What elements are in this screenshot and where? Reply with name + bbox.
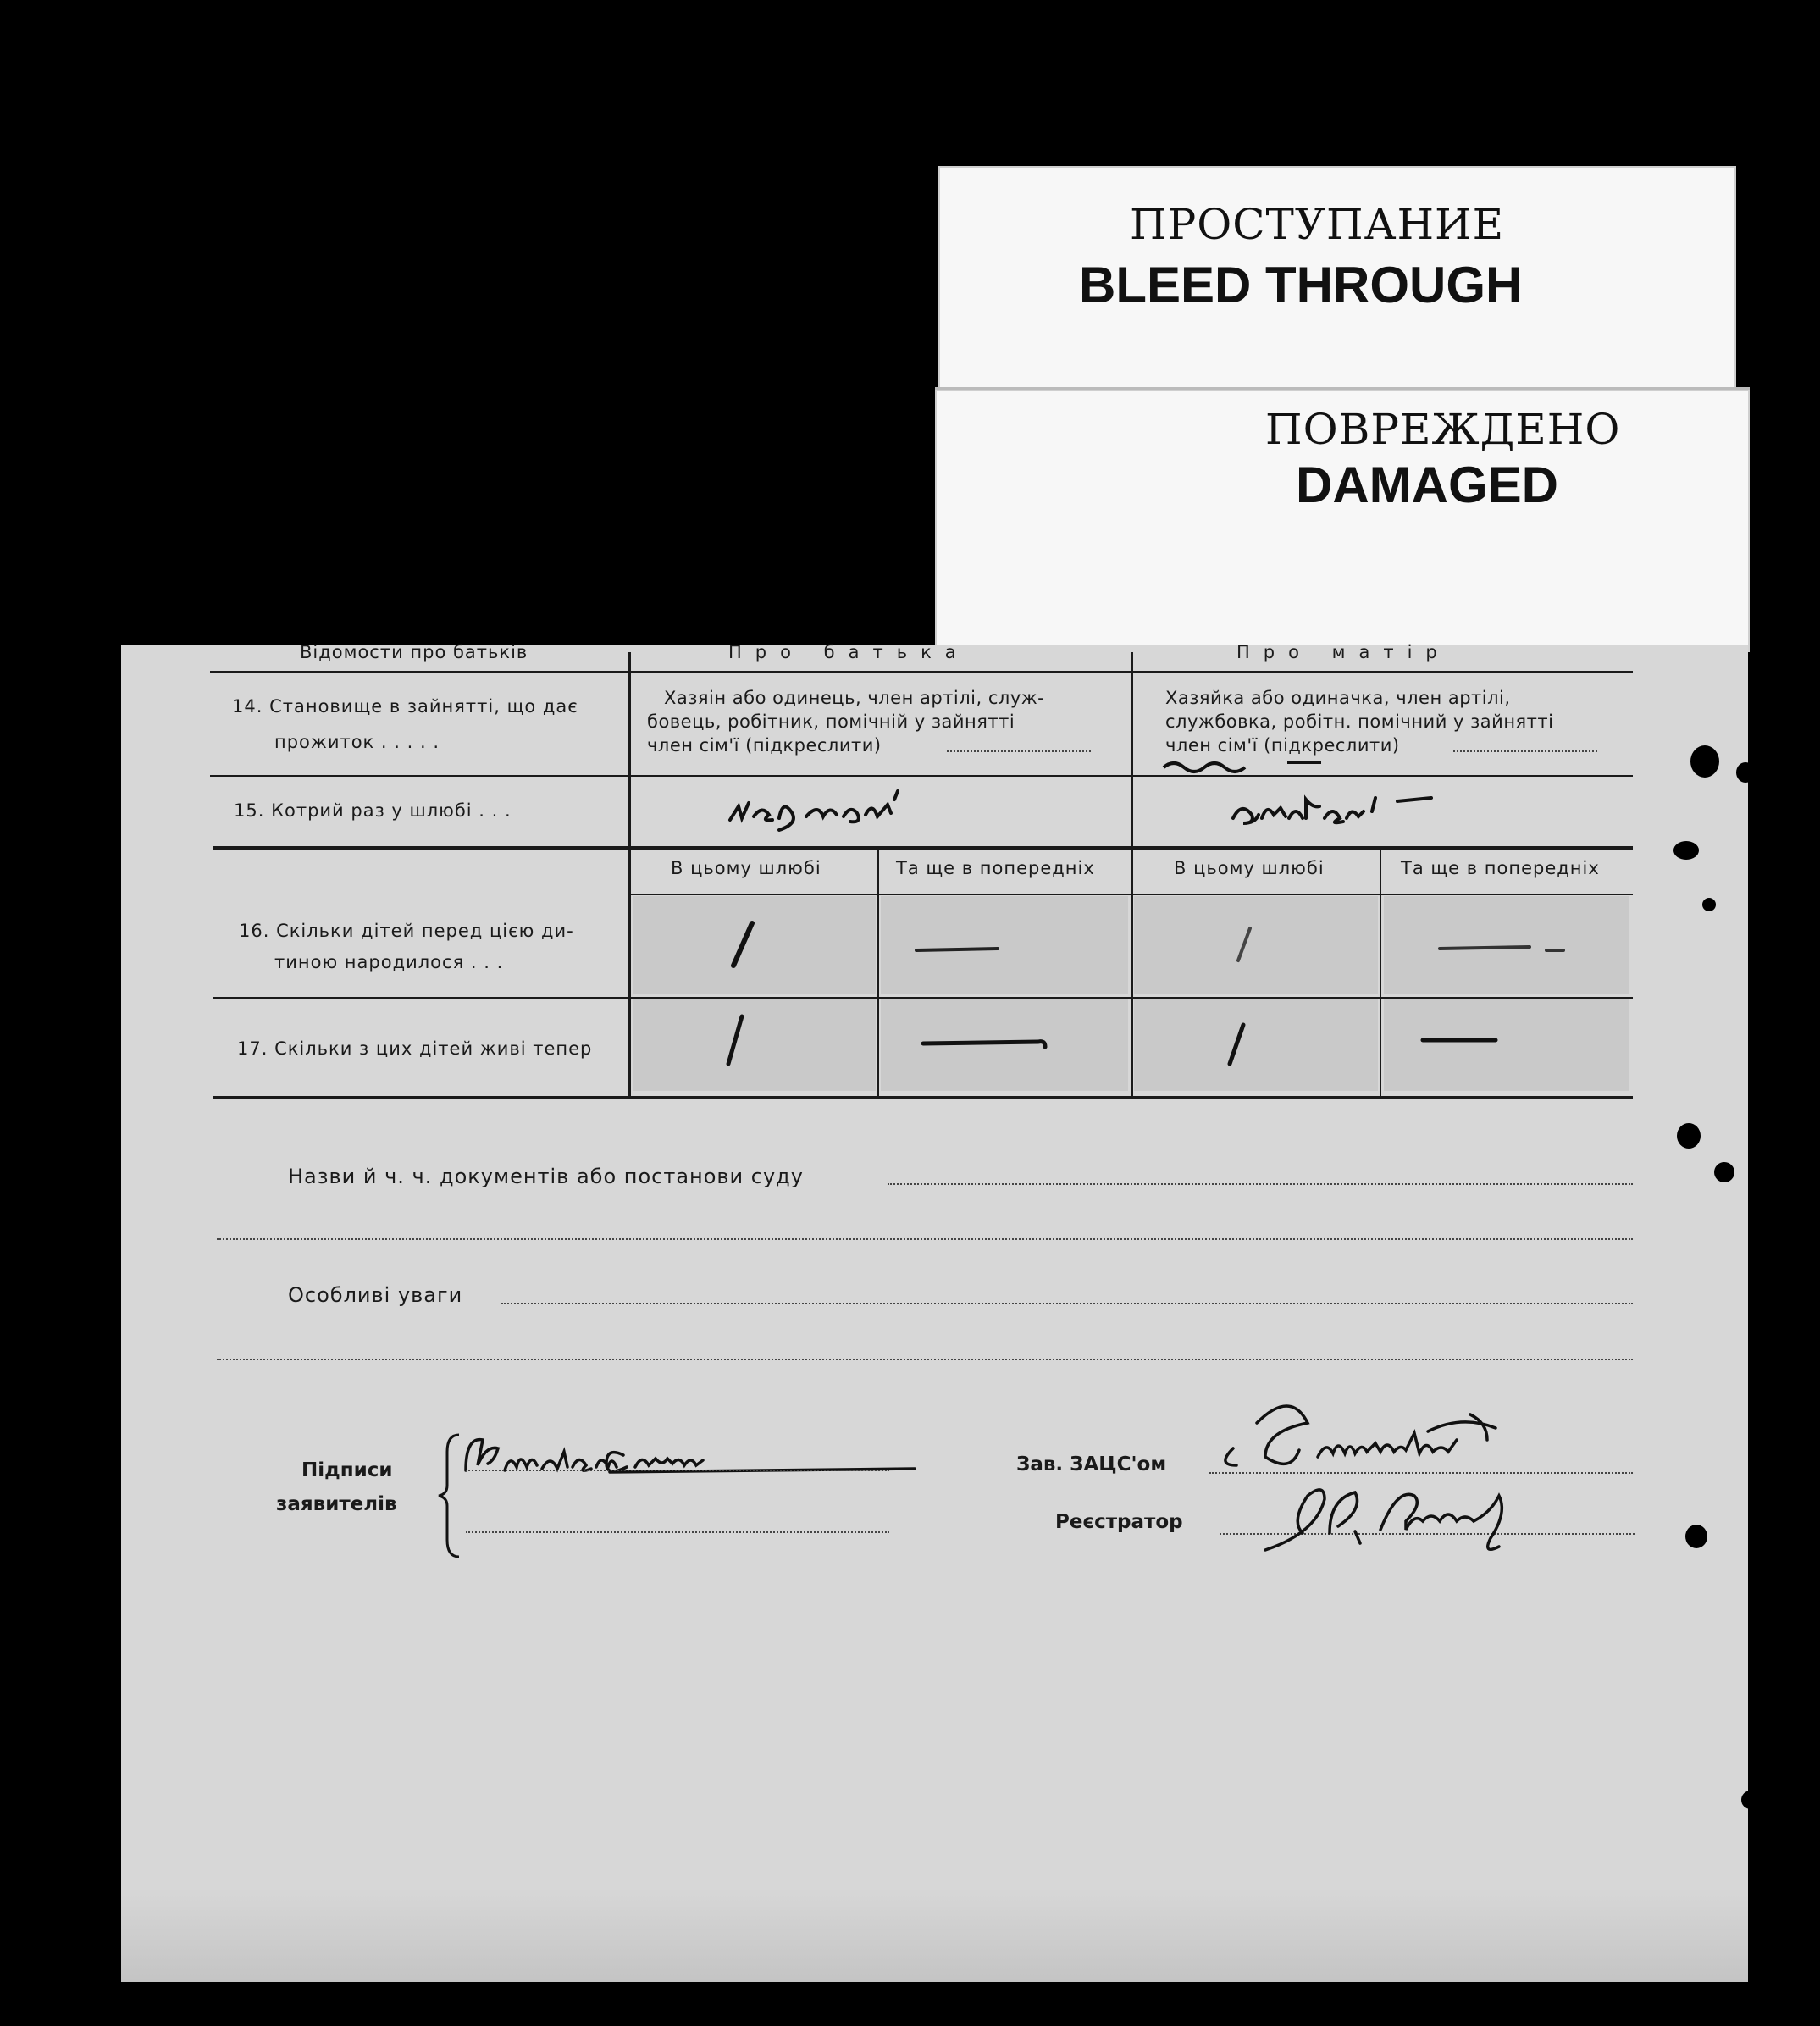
registrar-signature	[1253, 1479, 1609, 1572]
table-rule	[210, 671, 1633, 673]
cell-bg	[1134, 999, 1378, 1091]
table-rule	[210, 775, 1633, 777]
row14-mother-text: член сім'ї (підкреслити)	[1165, 735, 1400, 756]
damage-hole	[1741, 1791, 1760, 1809]
row16-value-4	[1436, 940, 1572, 957]
row14-father-text: бовець, робітник, помічній у зайнятті	[647, 711, 1015, 732]
notes-line	[501, 1303, 1633, 1304]
damaged-label-card	[935, 387, 1750, 652]
applicants-signature-label: Підписи	[301, 1459, 393, 1481]
registrar-signature-label: Реєстратор	[1055, 1511, 1183, 1533]
underline-mark	[1160, 756, 1355, 779]
row16-label: 16. Скільки дітей перед цією ди-	[239, 921, 574, 941]
damage-hole	[1685, 1525, 1707, 1548]
row17-label: 17. Скільки з цих дітей живі тепер	[237, 1038, 593, 1059]
damage-hole	[1673, 841, 1699, 860]
applicant-signature-line	[466, 1470, 889, 1471]
row14-father-text: член сім'ї (підкреслити)	[647, 735, 882, 756]
table-rule	[213, 997, 1633, 999]
damaged-label-ru: ПОВРЕЖДЕНО	[1265, 405, 1621, 454]
applicants-signature-label-cont: заявителів	[276, 1493, 397, 1515]
row15-label: 15. Котрий раз у шлюбі . . .	[234, 800, 512, 821]
row14-father-text: Хазяін або одинець, член артілі, служ-	[664, 688, 1045, 708]
row17-value-4	[1419, 1032, 1504, 1049]
table-rule	[213, 846, 1633, 850]
subheader-mother-this: В цьому шлюбі	[1174, 858, 1325, 878]
row17-value-1	[720, 1013, 754, 1072]
damage-hole	[1736, 762, 1755, 783]
row17-value-2	[920, 1030, 1055, 1055]
documents-line-2	[217, 1238, 1633, 1240]
head-signature-label: Зав. ЗАЦС'ом	[1016, 1453, 1167, 1475]
row16-value-3	[1231, 923, 1265, 966]
dotted-line	[947, 750, 1091, 752]
table-rule	[1131, 652, 1133, 1096]
dotted-line	[1453, 750, 1597, 752]
row16-value-2	[913, 942, 1006, 959]
bleed-through-label-ru: ПРОСТУПАНИЕ	[1130, 200, 1505, 249]
row14-mother-text: службовка, робітн. помічний у зайнятті	[1165, 711, 1554, 732]
applicant-signature-line-2	[466, 1531, 889, 1533]
table-rule	[213, 1096, 1633, 1099]
head-signature	[1216, 1398, 1614, 1491]
row15-father-handwriting	[725, 783, 1013, 842]
row16-label-cont: тиною народилося . . .	[274, 952, 504, 972]
damage-hole	[1714, 1162, 1734, 1182]
notes-label: Особливі уваги	[288, 1283, 463, 1307]
damage-hole	[1702, 898, 1716, 911]
subheader-father-previous: Та ще в попередніх	[896, 858, 1095, 878]
documents-label: Назви й ч. ч. документів або постанови суду	[288, 1165, 804, 1188]
subheader-father-this: В цьому шлюбі	[671, 858, 821, 878]
notes-line-2	[217, 1359, 1633, 1360]
row14-label-cont: прожиток . . . . .	[274, 732, 440, 752]
page-lower-edge	[121, 1889, 1748, 1982]
header-father: Про батька	[728, 642, 970, 662]
bleed-through-label-en: BLEED THROUGH	[1079, 257, 1523, 313]
applicant-signature	[457, 1426, 906, 1494]
row16-value-1	[727, 920, 761, 971]
subheader-mother-previous: Та ще в попередніх	[1401, 858, 1600, 878]
damage-hole	[1690, 745, 1719, 778]
row14-mother-text: Хазяйка або одиначка, член артілі,	[1165, 688, 1511, 708]
row17-value-3	[1220, 1021, 1253, 1072]
damaged-label-en: DAMAGED	[1296, 457, 1558, 513]
row15-mother-handwriting	[1228, 784, 1507, 844]
table-rule	[628, 652, 631, 1096]
cell-bg	[633, 999, 876, 1091]
table-rule	[877, 850, 879, 1096]
header-parents: Відомости про батьків	[300, 642, 528, 662]
row14-label: 14. Становище в зайнятті, що дає	[232, 696, 578, 717]
damage-hole	[1677, 1123, 1701, 1149]
header-mother: Про матір	[1236, 642, 1451, 662]
documents-line	[888, 1183, 1633, 1185]
table-rule	[1380, 850, 1381, 1096]
